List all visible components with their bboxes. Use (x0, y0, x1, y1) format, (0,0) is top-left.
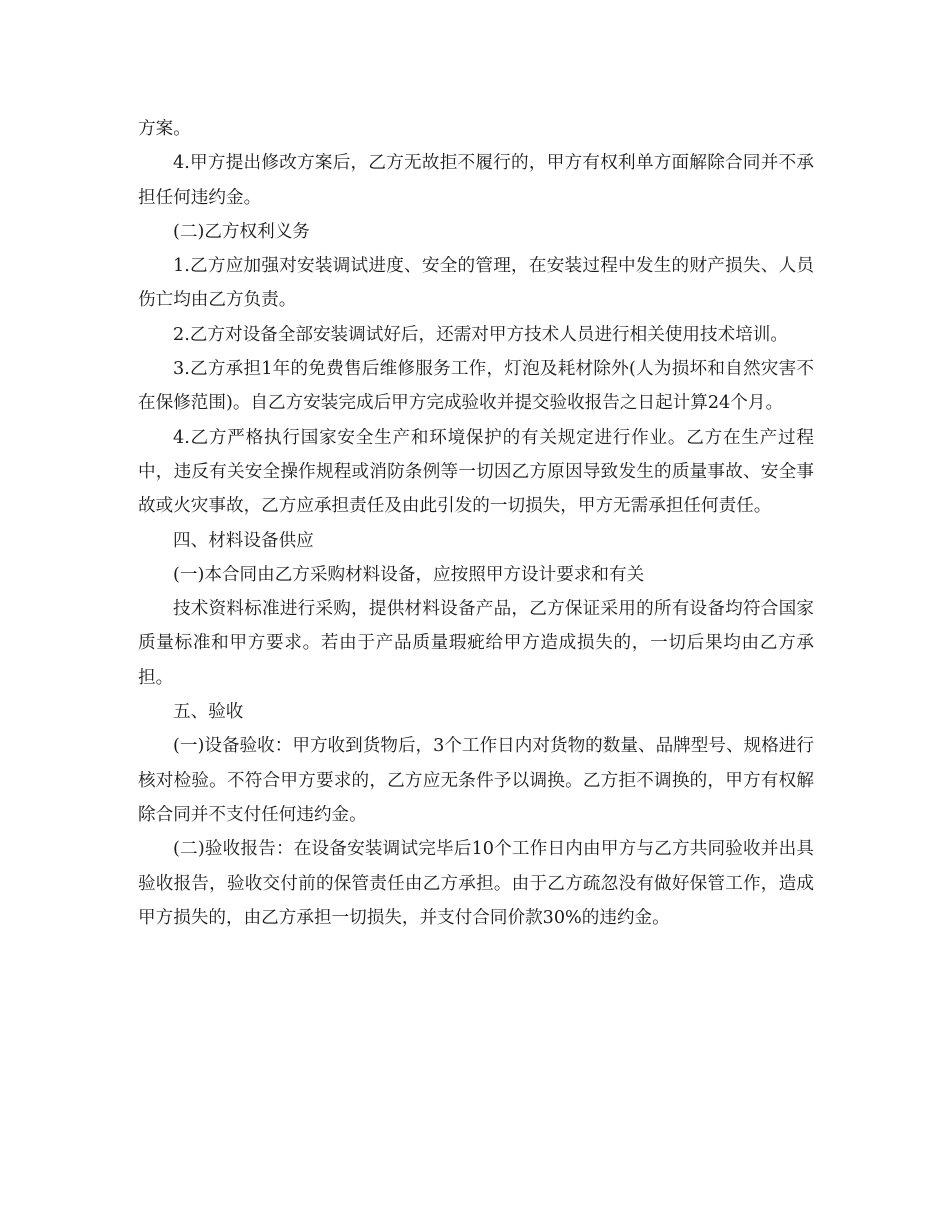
paragraph: (一)设备验收：甲方收到货物后，3个工作日内对货物的数量、品牌型号、规格进行核对检验。不符合甲方要求的，乙方应无条件予以调换。乙方拒不调换的，甲方有权解除合同并不支付任何违约金。 (138, 736, 814, 825)
paragraph: 1.乙方应加强对安装调试进度、安全的管理，在安装过程中发生的财产损失、人员伤亡均由乙方负责。 (138, 256, 814, 311)
paragraph: 3.乙方承担1年的免费售后维修服务工作，灯泡及耗材除外(人为损坏和自然灾害不在保修范围)。自乙方安装完成后甲方完成验收并提交验收报告之日起计算24个月。 (138, 359, 814, 414)
paragraph: 4.甲方提出修改方案后，乙方无故拒不履行的，甲方有权利单方面解除合同并不承担任何违约金。 (138, 153, 814, 208)
paragraph: 方案。 (138, 119, 191, 139)
section-heading: (二)乙方权利义务 (173, 221, 310, 242)
paragraph: 技术资料标准进行采购，提供材料设备产品，乙方保证采用的所有设备均符合国家质量标准和甲方要求。若由于产品质量瑕疵给甲方造成损失的，一切后果均由乙方承担。 (138, 599, 814, 688)
paragraph: (二)验收报告：在设备安装调试完毕后10个工作日内由甲方与乙方共同验收并出具验收报告，验收交付前的保管责任由乙方承担。由于乙方疏忽没有做好保管工作，造成甲方损失的，由乙方承担一切损失，并支付合同价款30%的违约金。 (138, 839, 814, 928)
paragraph: (一)本合同由乙方采购材料设备，应按照甲方设计要求和有关 (173, 564, 645, 585)
section-heading: 四、材料设备供应 (173, 530, 314, 551)
paragraph: 4.乙方严格执行国家安全生产和环境保护的有关规定进行作业。乙方在生产过程中，违反有关安全操作规程或消防条例等一切因乙方原因导致发生的质量事故、安全事故或火灾事故，乙方应承担责任及由此引发的一切损失，甲方无需承担任何责任。 (138, 427, 814, 517)
section-heading: 五、验收 (173, 702, 244, 723)
paragraph: 2.乙方对设备全部安装调试好后，还需对甲方技术人员进行相关使用技术培训。 (173, 324, 788, 345)
document-body (138, 112, 814, 935)
